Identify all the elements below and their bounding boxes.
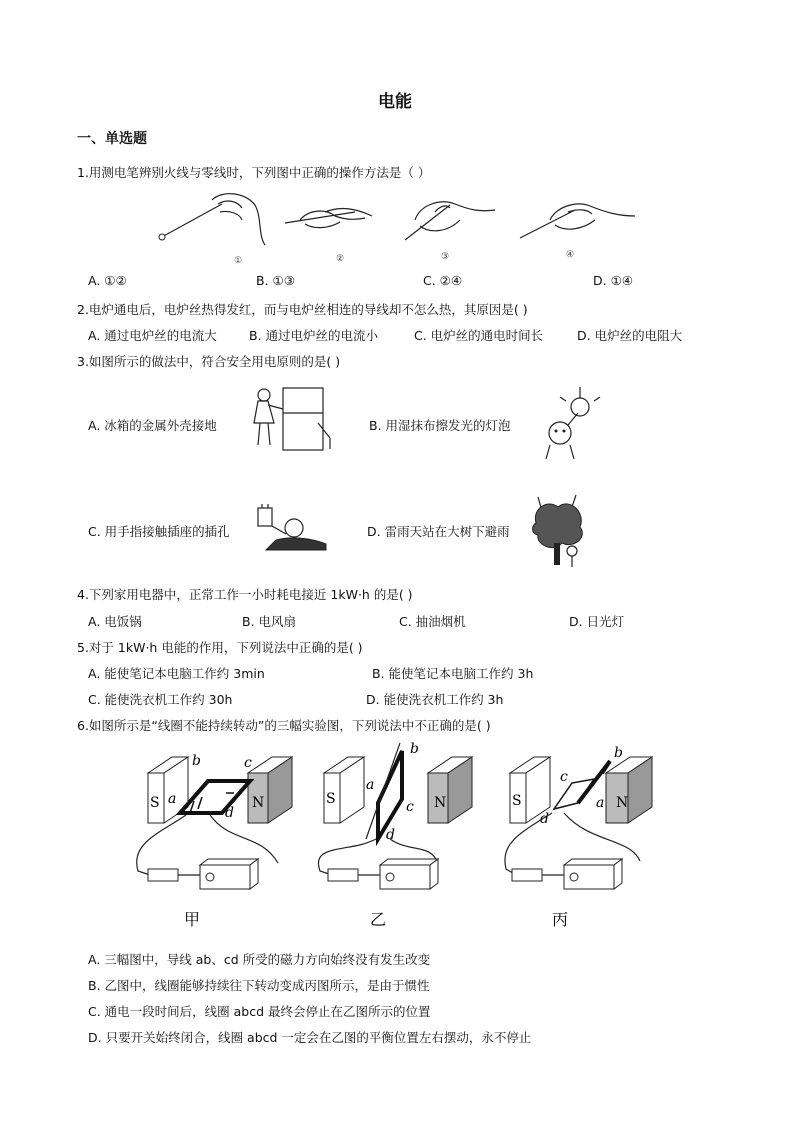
section-heading: 一、单选题 bbox=[77, 131, 147, 147]
magnet-label-s: S bbox=[150, 795, 160, 811]
svg-text:b: b bbox=[410, 741, 419, 757]
q2-option-c[interactable]: C. 电炉丝的通电时间长 bbox=[414, 328, 544, 343]
q3-fig-bulb bbox=[532, 385, 612, 460]
q1-fig-label-2: ② bbox=[336, 254, 345, 264]
question-5-stem: 5.对于 1kW·h 电能的作用，下列说法中正确的是( ) bbox=[77, 640, 363, 655]
q2-option-b[interactable]: B. 通过电炉丝的电流小 bbox=[249, 328, 379, 343]
q1-figure-pens bbox=[150, 190, 660, 265]
q5-option-b[interactable]: B. 能使笔记本电脑工作约 3h bbox=[372, 666, 534, 681]
question-4-stem: 4.下列家用电器中，正常工作一小时耗电接近 1kW·h 的是( ) bbox=[77, 587, 413, 602]
question-6-stem: 6.如图所示是“线圈不能持续转动”的三幅实验图，下列说法中不正确的是( ) bbox=[77, 718, 491, 733]
q6-option-a[interactable]: A. 三幅图中，导线 ab、cd 所受的磁力方向始终没有发生改变 bbox=[88, 952, 431, 967]
svg-text:a: a bbox=[596, 795, 605, 811]
question-3-stem: 3.如图所示的做法中，符合安全用电原则的是( ) bbox=[77, 354, 341, 369]
q6-option-d[interactable]: D. 只要开关始终闭合，线圈 abcd 一定会在乙图的平衡位置左右摆动，永不停止 bbox=[88, 1030, 532, 1045]
svg-text:d: d bbox=[386, 827, 395, 843]
q1-fig-label-3: ③ bbox=[441, 252, 450, 262]
svg-text:c: c bbox=[406, 799, 414, 815]
svg-text:c: c bbox=[560, 769, 568, 785]
page-title: 电能 bbox=[378, 92, 412, 112]
q3-fig-tree bbox=[528, 493, 588, 571]
q3-fig-socket bbox=[246, 500, 328, 555]
q4-option-a[interactable]: A. 电饭锅 bbox=[88, 614, 142, 629]
q2-option-d[interactable]: D. 电炉丝的电阻大 bbox=[577, 328, 683, 343]
svg-text:S: S bbox=[512, 793, 522, 809]
svg-text:N: N bbox=[616, 795, 629, 811]
q6-option-b[interactable]: B. 乙图中，线圈能够持续往下转动变成丙图所示，是由于惯性 bbox=[88, 978, 430, 993]
pen-figure-4 bbox=[520, 204, 635, 238]
q5-option-a[interactable]: A. 能使笔记本电脑工作约 3min bbox=[88, 666, 265, 681]
q1-option-b[interactable]: B. ①③ bbox=[256, 273, 295, 288]
pen-figure-1 bbox=[159, 194, 265, 245]
svg-text:N: N bbox=[434, 795, 447, 811]
magnet-label-n: N bbox=[252, 795, 265, 811]
coil-letter-a: a bbox=[168, 791, 177, 807]
q1-option-c[interactable]: C. ②④ bbox=[423, 273, 463, 288]
q6-option-c[interactable]: C. 通电一段时间后，线圈 abcd 最终会停止在乙图所示的位置 bbox=[88, 1004, 431, 1019]
panel-label-yi: 乙 bbox=[370, 910, 387, 929]
q1-fig-label-1: ① bbox=[234, 256, 243, 266]
panel-bing bbox=[505, 745, 652, 929]
svg-text:S: S bbox=[326, 791, 336, 807]
panel-label-jia: 甲 bbox=[184, 910, 201, 929]
coil-letter-d: d bbox=[225, 805, 234, 821]
question-1-stem: 1.用测电笔辨别火线与零线时，下列图中正确的操作方法是（ ） bbox=[77, 165, 431, 180]
q5-option-d[interactable]: D. 能使洗衣机工作约 3h bbox=[366, 692, 504, 707]
pen-figure-3 bbox=[405, 202, 495, 240]
q3-option-c[interactable]: C. 用手指接触插座的插孔 bbox=[88, 524, 230, 539]
q1-option-a[interactable]: A. ①② bbox=[88, 273, 127, 288]
q6-figure-coils bbox=[130, 743, 670, 938]
coil-letter-b: b bbox=[192, 753, 201, 769]
q4-option-c[interactable]: C. 抽油烟机 bbox=[399, 614, 466, 629]
panel-label-bing: 丙 bbox=[552, 910, 569, 929]
q1-fig-label-4: ④ bbox=[566, 250, 575, 260]
q3-fig-fridge bbox=[238, 383, 338, 458]
question-2-stem: 2.电炉通电后，电炉丝热得发红，而与电炉丝相连的导线却不怎么热，其原因是( ) bbox=[77, 302, 528, 317]
coil-letter-c: c bbox=[244, 755, 252, 771]
q3-option-a[interactable]: A. 冰箱的金属外壳接地 bbox=[88, 418, 217, 433]
q4-option-d[interactable]: D. 日光灯 bbox=[569, 614, 625, 629]
q3-option-d[interactable]: D. 雷雨天站在大树下避雨 bbox=[367, 524, 510, 539]
svg-text:a: a bbox=[366, 777, 375, 793]
q2-option-a[interactable]: A. 通过电炉丝的电流大 bbox=[88, 328, 217, 343]
svg-text:d: d bbox=[540, 811, 549, 827]
svg-text:b: b bbox=[614, 745, 623, 761]
q3-option-b[interactable]: B. 用湿抹布擦发光的灯泡 bbox=[369, 418, 511, 433]
panel-jia bbox=[137, 753, 292, 929]
q1-option-d[interactable]: D. ①④ bbox=[593, 273, 633, 288]
panel-yi bbox=[318, 741, 472, 929]
pen-figure-2 bbox=[285, 209, 372, 228]
q4-option-b[interactable]: B. 电风扇 bbox=[242, 614, 297, 629]
q5-option-c[interactable]: C. 能使洗衣机工作约 30h bbox=[88, 692, 233, 707]
